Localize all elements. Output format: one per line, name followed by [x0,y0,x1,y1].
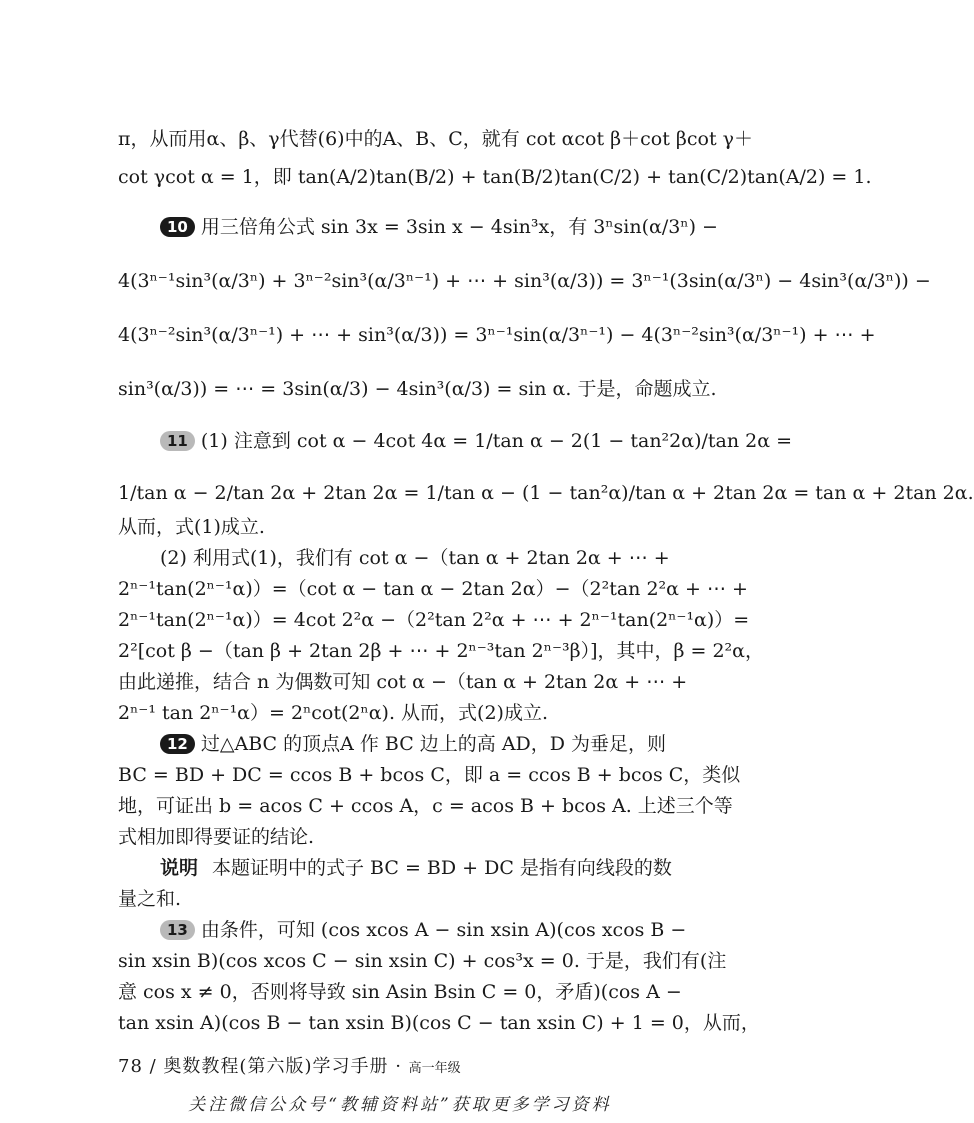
text-line: 1/tan α − 2/tan 2α + 2tan 2α = 1/tan α − (1 − tan²α)/tan α + 2tan 2α = tan α + 2tan 2α. [118,482,974,504]
text-line: 2ⁿ⁻¹tan(2ⁿ⁻¹α)）= 4cot 2²α −（2²tan 2²α + ⋯ + 2ⁿ⁻¹tan(2ⁿ⁻¹α)）= [118,609,750,631]
note-line: 说明 本题证明中的式子 BC = BD + DC 是指有向线段的数 [160,857,672,879]
text-line: 4(3ⁿ⁻¹sin³(α/3ⁿ) + 3ⁿ⁻²sin³(α/3ⁿ⁻¹) + ⋯ + sin³(α/3)) = 3ⁿ⁻¹(3sin(α/3ⁿ) − 4sin³(α/3ⁿ)) − [118,270,931,292]
grade-label: 高一年级 [408,1061,461,1076]
problem-number-badge: 10 [160,217,195,237]
text-line: tan xsin A)(cos B − tan xsin B)(cos C − tan xsin C) + 1 = 0，从而， [118,1012,760,1034]
text-line: 量之和. [118,888,182,910]
text-line: (2) 利用式(1)，我们有 cot α −（tan α + 2tan 2α + ⋯ + [160,547,670,569]
book-title: / 奥数教程(第六版)学习手册 · [149,1056,402,1077]
problem-11-line: 11 (1) 注意到 cot α − 4cot 4α = 1/tan α − 2(1 − tan²2α)/tan 2α = [160,428,690,454]
problem-13-line: 13 由条件，可知 (cos xcos A − sin xsin A)(cos xcos B − [160,917,690,943]
text-line: 地，可证出 b = acos C + ccos A，c = acos B + bcos A. 上述三个等 [118,795,733,817]
text-line: 由此递推，结合 n 为偶数可知 cot α −（tan α + 2tan 2α + ⋯ + [118,671,688,693]
page-footer [118,1052,461,1078]
text-line: 从而，式(1)成立. [118,516,265,538]
text-line: sin xsin B)(cos xcos C − sin xsin C) + cos³x = 0. 于是，我们有(注 [118,950,727,972]
problem-number-badge: 12 [160,734,195,754]
problem-number-badge: 13 [160,920,195,940]
text-line: π，从而用α、β、γ代替(6)中的A、B、C，就有 cot αcot β＋cot βcot γ＋ [118,128,754,150]
text-line: BC = BD + DC = ccos B + bcos C，即 a = ccos B + bcos C，类似 [118,764,741,786]
text-line: 2ⁿ⁻¹tan(2ⁿ⁻¹α)）=（cot α − tan α − 2tan 2α）−（2²tan 2²α + ⋯ + [118,578,748,600]
text-line: cot γcot α = 1，即 tan(A/2)tan(B/2) + tan(B/2)tan(C/2) + tan(C/2)tan(A/2) = 1. [118,166,872,188]
problem-number-badge: 11 [160,431,195,451]
text-line: sin³(α/3)) = ⋯ = 3sin(α/3) − 4sin³(α/3) = sin α. 于是，命题成立. [118,378,717,400]
text-line: 2ⁿ⁻¹ tan 2ⁿ⁻¹α）= 2ⁿcot(2ⁿα). 从而，式(2)成立. [118,702,548,724]
note-label: 说明 [160,857,199,879]
text-line: 式相加即得要证的结论. [118,826,315,848]
page-number: 78 [118,1056,143,1077]
problem-12-line: 12 过△ABC 的顶点A 作 BC 边上的高 AD，D 为垂足，则 [160,731,690,757]
text-line: 意 cos x ≠ 0，否则将导致 sin Asin Bsin C = 0，矛盾)(cos A − [118,981,682,1003]
problem-10-line: 10 用三倍角公式 sin 3x = 3sin x − 4sin³x，有 3ⁿsin(α/3ⁿ) − [160,214,690,240]
watermark-note: 关注微信公众号“教辅资料站”获取更多学习资料 [188,1095,612,1115]
text-line: 2²[cot β −（tan β + 2tan 2β + ⋯ + 2ⁿ⁻³tan 2ⁿ⁻³β）]，其中，β = 2²α， [118,640,765,662]
text-line: 4(3ⁿ⁻²sin³(α/3ⁿ⁻¹) + ⋯ + sin³(α/3)) = 3ⁿ⁻¹sin(α/3ⁿ⁻¹) − 4(3ⁿ⁻²sin³(α/3ⁿ⁻¹) + ⋯ + [118,324,876,346]
